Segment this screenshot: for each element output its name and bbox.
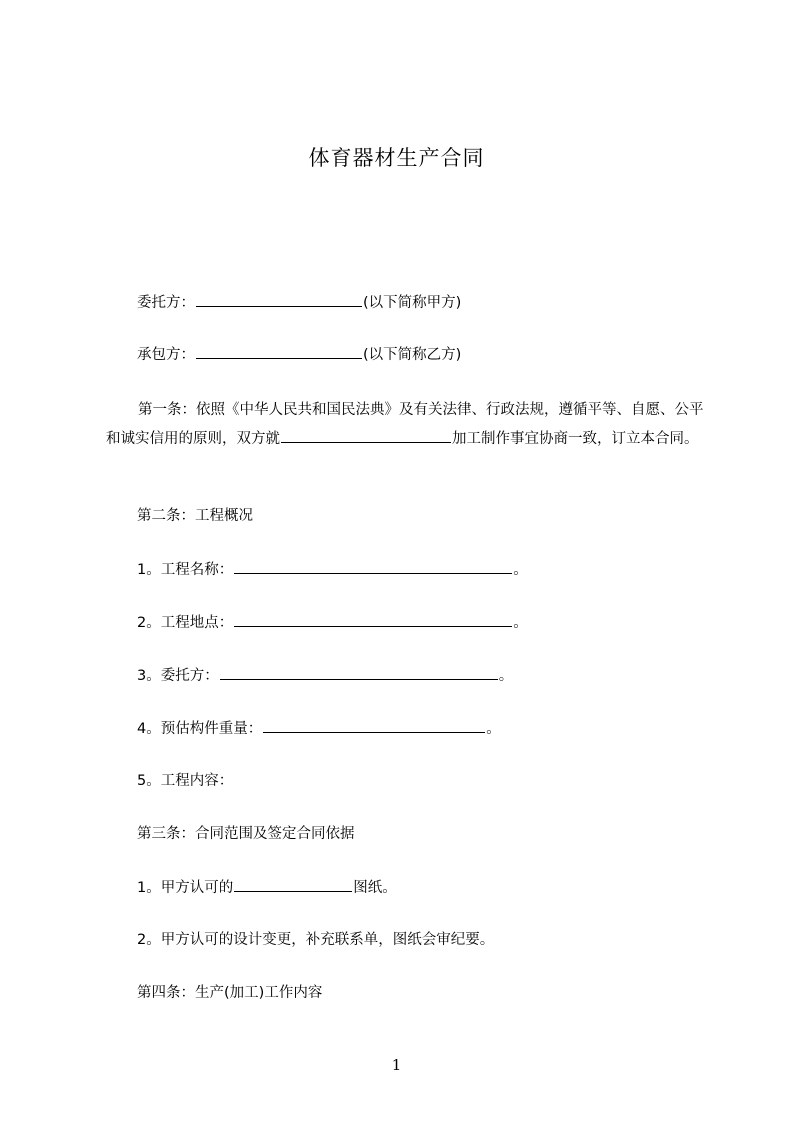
project-name-blank — [234, 559, 512, 574]
article-3-heading: 第三条：合同范围及签定合同依据 — [137, 826, 355, 842]
project-location-line — [137, 612, 528, 633]
article-4-heading: 第四条：生产(加工)工作内容 — [137, 985, 323, 1001]
article-1-text-part1: 第一条：依照《中华人民共和国民法典》及有关法律、行政法规，遵循平等、自愿、公平和诚实信用的原则，双方就 — [106, 402, 704, 447]
project-weight-label: 4。预估构件重量： — [137, 721, 263, 737]
drawings-blank — [234, 877, 352, 892]
period: 。 — [498, 668, 514, 684]
client-line — [137, 292, 461, 313]
article-1-text-part2: 加工制作事宜协商一致，订立本合同。 — [452, 431, 699, 447]
project-client-label: 3。委托方： — [137, 668, 219, 684]
contractor-line — [137, 344, 461, 365]
article-3-item-1-pre: 1。甲方认可的 — [137, 880, 234, 896]
article-3-item-1-post: 图纸。 — [353, 880, 397, 896]
article-3-item-1 — [137, 877, 397, 898]
project-weight-line — [137, 718, 501, 739]
contractor-label: 承包方： — [137, 347, 195, 363]
article-1-blank — [281, 428, 451, 443]
project-location-label: 2。工程地点： — [137, 615, 234, 631]
period: 。 — [513, 615, 528, 631]
period: 。 — [486, 721, 501, 737]
project-location-blank — [234, 612, 512, 627]
project-weight-blank — [263, 718, 485, 733]
project-client-line — [137, 665, 513, 686]
project-content-line: 5。工程内容： — [137, 773, 234, 789]
client-blank — [196, 292, 362, 307]
contractor-blank — [196, 344, 362, 359]
period: 。 — [513, 562, 528, 578]
project-name-line — [137, 559, 528, 580]
article-1 — [106, 396, 716, 454]
project-name-label: 1。工程名称： — [137, 562, 234, 578]
client-suffix: (以下简称甲方) — [363, 295, 462, 311]
article-2-heading: 第二条：工程概况 — [137, 508, 253, 524]
article-3-item-2: 2。甲方认可的设计变更，补充联系单，图纸会审纪要。 — [137, 932, 495, 948]
project-client-blank — [220, 665, 498, 680]
contractor-suffix: (以下简称乙方) — [363, 347, 462, 363]
page-title: 体育器材生产合同 — [308, 146, 485, 170]
client-label: 委托方： — [137, 295, 195, 311]
page-number: 1 — [391, 1056, 402, 1074]
